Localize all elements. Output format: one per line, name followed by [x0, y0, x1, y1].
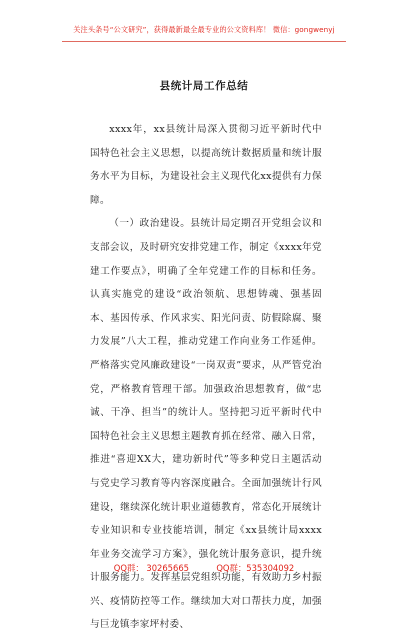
- paragraph-political-construction: （一）政治建设。县统计局定期召开党组会议和支部会议，及时研究安排党建工作，制定《xxxx年党建工作要点》，明确了全年党建工作的目标和任务。认真实施党的建设“政治领航、思想铸魂、强基固本、基因传承、作风求实、阳光问责、防假除腐、聚力发展”八大工程，推动党建工作向业务工作延伸。严格落实党风廉政建设“一岗双责”要求，从严管党治党，严格教育管理干部。加强政治思想教育，做“忠诚、干净、担当”的统计人。坚持把习近平新时代中国特色社会主义思想主题教育抓在经常、融入日常，推进“喜迎XX大，建功新时代”等多种党日主题活动与党史学习教育等内容深度融合。全面加强统计行风建设，继续深化统计职业道德教育，常态化开展统计专业知识和专业技能培训，制定《xx县统计局xxxx年业务交流学习方案》，强化统计服务意识，提升统计服务能力。发挥基层党组织功能，有效助力乡村振兴、疫情防控等工作。继续加大对口帮扶力度，加强与巨龙镇李家坪村委、: [90, 218, 322, 631]
- document-body: [90, 118, 322, 637]
- footer-qq-group-2: QQ群：535304092: [216, 563, 295, 573]
- footer-contact: [0, 562, 408, 574]
- document-title: 县统计局工作总结: [159, 80, 249, 92]
- header-divider: [62, 41, 346, 42]
- paragraph-intro: xxxx年，xx县统计局深入贯彻习近平新时代中国特色社会主义思想，以提高统计数据质量和统计服务水平为目标，为建设社会主义现代化xx提供有力保障。: [90, 124, 322, 206]
- footer-qq-group-1: QQ群： 30265665: [113, 563, 189, 573]
- promo-banner: 关注头条号“公文研究”，获得最新最全最专业的公文资料库！ 微信：gongwenyj: [73, 25, 335, 34]
